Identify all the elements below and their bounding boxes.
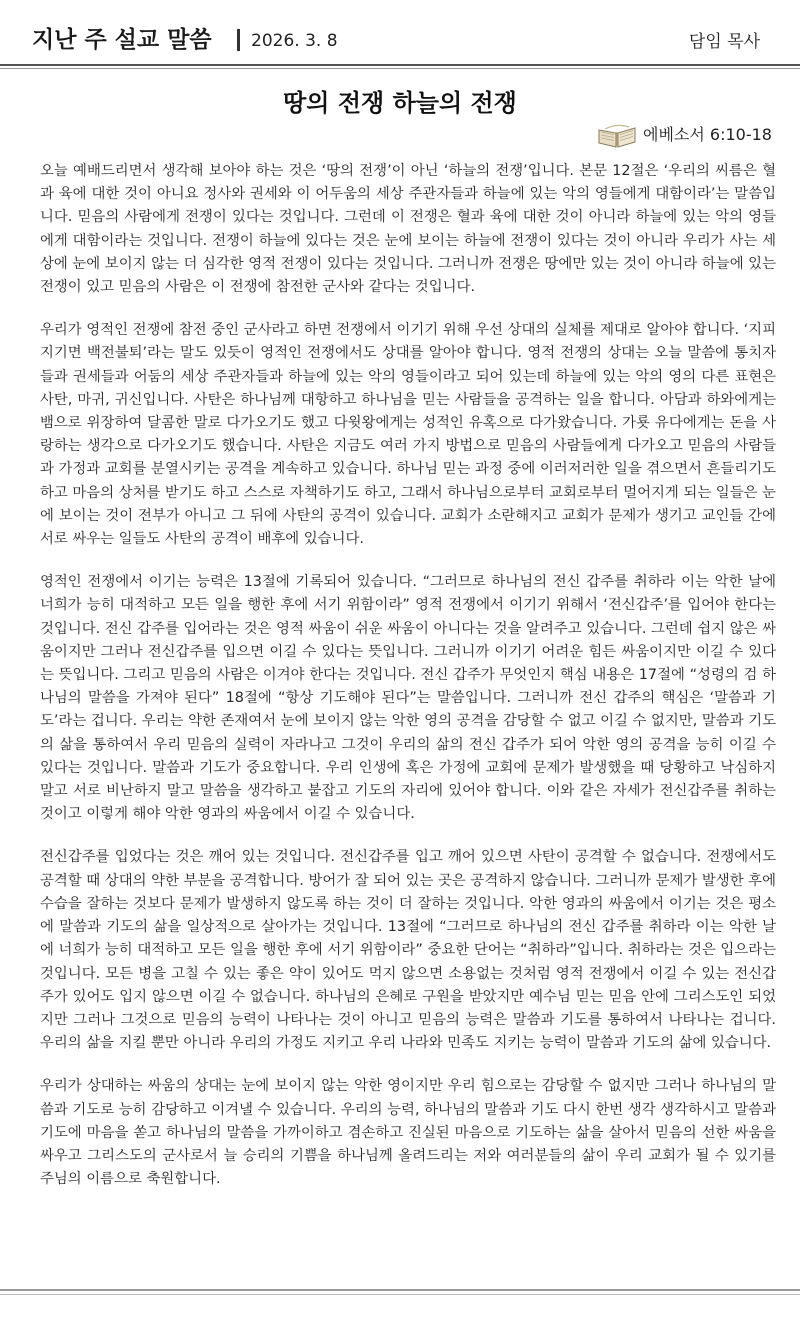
sermon-date: 2026. 3. 8: [251, 31, 338, 51]
sermon-paragraph: 우리가 상대하는 싸움의 상대는 눈에 보이지 않는 악한 영이지만 우리 힘으로는 감당할 수 없지만 그러나 하나님의 말씀과 기도로 능히 감당하고 이겨낼 수 있습니다. 우리의 능력, 하나님의 말씀과 기도 다시 한번 생각 생각하시고 말씀과 기도에 마음을 쏟고 하나님의 말씀을 가까이하고 겸손하고 진실된 마음으로 기도하는 삶을 살아서 믿음의 선한 싸움을 싸우고 그리스도의 군사로서 늘 승리의 기쁨을 하나님께 올려드리는 저와 여러분들의 삶이 우리 교회가 될 수 있기를 주님의 이름으로 축원합니다.: [40, 1078, 776, 1188]
header-rule: [0, 64, 800, 66]
scripture-reference: [597, 122, 772, 148]
header-rule-thin: [0, 68, 800, 69]
sermon-paragraph: 우리가 영적인 전쟁에 참전 중인 군사라고 하면 전쟁에서 이기기 위해 우선 상대의 실체를 제대로 알아야 합니다. ‘지피지기면 백전불퇴’라는 말도 있듯이 영적인 전쟁에서도 상대를 알아야 합니다. 영적 전쟁의 상대는 오늘 말씀에 통치자들과 권세들과 어둠의 세상 주관자들과 하늘에 있는 악의 영들이라고 되어 있는데 하늘에 있는 악의 영의 다른 표현은 사탄, 마귀, 귀신입니다. 사탄은 하나님께 대항하고 하나님을 믿는 사람들을 공격하는 일을 합니다. 아담과 하와에게는 뱀으로 위장하여 달콤한 말로 다가오기도 했고 다윗왕에게는 성적인 유혹으로 다가왔습니다. 가룟 유다에게는 돈을 사랑하는 생각으로 다가오기도 했습니다. 사탄은 지금도 여러 가지 방법으로 믿음의 사람들에게 다가오고 믿음의 사람들과 가정과 교회를 분열시키는 공격을 계속하고 있습니다. 하나님 믿는 과정 중에 이러저러한 일을 겪으면서 흔들리기도 하고 마음의 상처를 받기도 하고 스스로 자책하기도 하고, 그래서 하나님으로부터 교회로부터 멀어지게 되는 일들은 눈에 보이는 것이 전부가 아니고 그 뒤에 사탄의 공격이 있습니다. 교회가 소란해지고 교회가 문제가 생기고 교인들 간에 서로 싸우는 일들도 사탄의 공격이 배후에 있습니다.: [40, 322, 776, 548]
bulletin-header: [0, 0, 800, 62]
scripture-text: 에베소서 6:10-18: [643, 125, 772, 144]
sermon-title: 땅의 전쟁 하늘의 전쟁: [283, 89, 517, 117]
sermon-paragraph: 오늘 예배드리면서 생각해 보아야 하는 것은 ‘땅의 전쟁’이 아닌 ‘하늘의 전쟁’입니다. 본문 12절은 ‘우리의 씨름은 혈과 육에 대한 것이 아니요 정사와 권세와 이 어두움의 세상 주관자들과 하늘에 있는 악의 영들에게 대함이라’는 말씀입니다. 믿음의 사람에게 전쟁이 있다는 것입니다. 그런데 이 전쟁은 혈과 육에 대한 것이 아니라 하늘에 있는 악의 영들에게 대함이라는 것입니다. 전쟁이 하늘에 있다는 것은 눈에 보이는 하늘에 전쟁이 있다는 것이 아니라 우리가 사는 세상에 눈에 보이지 않는 더 심각한 영적 전쟁이 있다는 것입니다. 그러니까 전쟁은 땅에만 있는 것이 아니라 하늘에 있는 전쟁이 있고 믿음의 사람은 이 전쟁에 참전한 군사와 같다는 것입니다.: [40, 163, 776, 296]
header-divider: [237, 29, 240, 51]
footer-rule-thin: [0, 1294, 800, 1295]
open-book-icon: [597, 122, 637, 148]
sermon-paragraph: 영적인 전쟁에서 이기는 능력은 13절에 기록되어 있습니다. “그러므로 하나님의 전신 갑주를 취하라 이는 악한 날에 너희가 능히 대적하고 모든 일을 행한 후에 서기 위함이라” 영적 전쟁에서 이기기 위해서 ‘전신갑주’를 입어야 한다는 것입니다. 전신 갑주를 입어라는 것은 영적 싸움이 쉬운 싸움이 아니다는 것을 알려주고 있습니다. 그런데 쉽지 않은 싸움이지만 그러나 전신갑주를 입으면 이길 수 있다는 뜻입니다. 그러니까 이기기 어려운 힘든 싸움이지만 이길 수 있다는 뜻입니다. 그리고 믿음의 사람은 이겨야 한다는 것입니다. 전신 갑주가 무엇인지 핵심 내용은 17절에 “성령의 검 하나님의 말씀을 가져야 된다” 18절에 “항상 기도해야 된다”는 말씀입니다. 그러니까 전신 갑주의 핵심은 ‘말씀과 기도’라는 겁니다. 우리는 약한 존재여서 눈에 보이지 않는 악한 영의 공격을 감당할 수 없고 이길 수 없지만, 말씀과 기도의 삶을 통하여서 우리 믿음의 실력이 자라나고 그것이 우리의 삶의 전신 갑주가 되어 악한 영의 공격을 능히 이길 수 있다는 것입니다. 말씀과 기도가 중요합니다. 우리 인생에 혹은 가정에 교회에 문제가 발생했을 때 당황하고 낙심하지 말고 서로 비난하지 말고 말씀을 생각하고 붙잡고 기도의 자리에 있어야 합니다. 이와 같은 자세가 전신갑주를 취하는 것이고 이렇게 해야 악한 영과의 싸움에서 이길 수 있습니다.: [40, 574, 776, 823]
footer-rule: [0, 1289, 800, 1291]
sermon-body: [40, 160, 776, 1211]
section-title: 지난 주 설교 말씀: [32, 27, 212, 53]
sermon-paragraph: 전신갑주를 입었다는 것은 깨어 있는 것입니다. 전신갑주를 입고 깨어 있으면 사탄이 공격할 수 없습니다. 전쟁에서도 공격할 때 상대의 약한 부분을 공격합니다. 방어가 잘 되어 있는 곳은 공격하지 않습니다. 그러니까 문제가 발생한 후에 수습을 잘하는 것보다 문제가 발생하지 않도록 하는 것이 더 잘하는 것입니다. 악한 영과의 싸움에서 이기는 것은 평소에 말씀과 기도의 삶을 일상적으로 살아가는 것입니다. 13절에 “그러므로 하나님의 전신 갑주를 취하라 이는 악한 날에 너희가 능히 대적하고 모든 일을 행한 후에 서기 위함이라” 중요한 단어는 “취하라”입니다. 취하라는 것은 입으라는 것입니다. 모든 병을 고칠 수 있는 좋은 약이 있어도 먹지 않으면 소용없는 것처럼 영적 전쟁에서 이길 수 있는 전신갑주가 있어도 입지 않으면 이길 수 없습니다. 하나님의 은혜로 구원을 받았지만 예수님 믿는 믿음 안에 그리스도인 되었지만 그러나 그것으로 믿음의 능력이 나타나는 것이 아니고 믿음의 능력은 말씀과 기도를 통하여서 나타나는 겁니다. 우리의 삶을 지킬 뿐만 아니라 우리의 가정도 지키고 우리 나라와 민족도 지키는 능력이 말씀과 기도의 삶에 있습니다.: [40, 849, 776, 1052]
sermon-author: 담임 목사: [688, 32, 760, 52]
